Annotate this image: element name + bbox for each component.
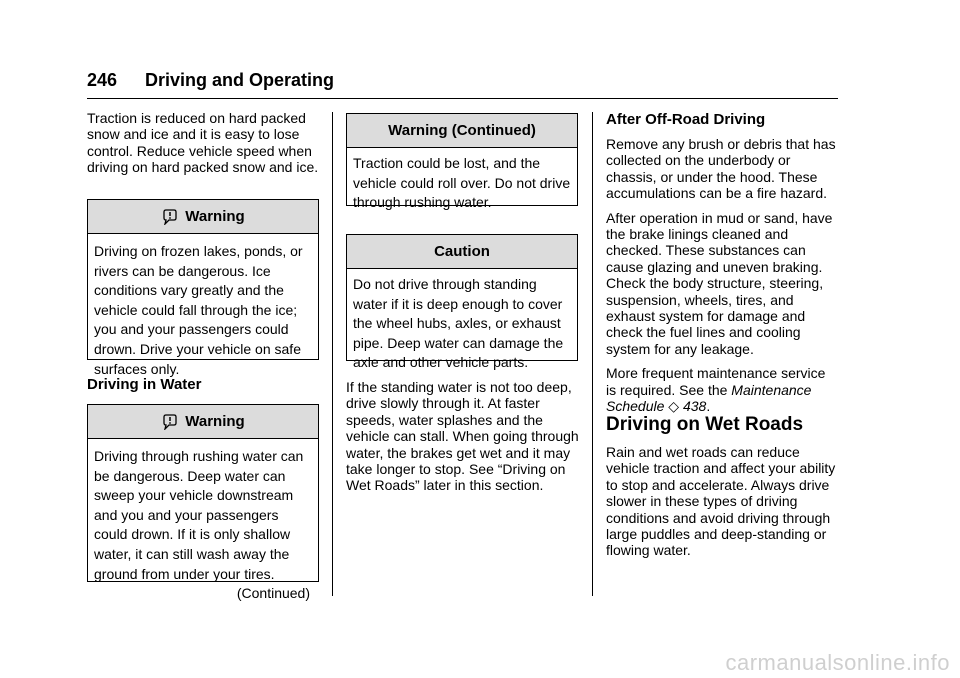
page-title: Driving and Operating	[145, 70, 335, 90]
column-3	[606, 136, 838, 415]
standing-water-paragraph: If the standing water is not too deep, drive slowly through it. At faster speeds, water splashes and the vehicle can stall. When going through water, the brakes get wet and it may take longer to stop. See “Driving on Wet Roads” later in this section.	[346, 379, 579, 494]
standing-water-paragraph-wrap	[346, 379, 582, 494]
wet-roads-paragraph: Rain and wet roads can reduce vehicle traction and affect your ability to stop and accelerate. Always drive slower in these types of driving conditions and avoid driving through large puddles and deep-standing or flowing water.	[606, 444, 836, 559]
warning-box-rushing-water	[87, 404, 319, 602]
warning-continued-header: Warning (Continued)	[347, 114, 577, 148]
warning-header	[88, 405, 318, 439]
watermark: carmanualsonline.info	[725, 650, 950, 675]
section-heading-water: Driving in Water	[87, 376, 202, 393]
maintenance-paragraph	[606, 365, 838, 414]
maintenance-text: More frequent maintenance service is required. See the	[606, 365, 826, 398]
section-heading-off-road: After Off-Road Driving	[606, 111, 766, 128]
column-divider-2	[592, 112, 593, 596]
maintenance-schedule-link[interactable]: Maintenance Schedule	[606, 381, 812, 415]
warning-title: Warning	[185, 208, 245, 225]
warning-body	[88, 439, 318, 604]
period: .	[706, 398, 711, 415]
page-number: 246	[87, 70, 118, 90]
warning-box-ice	[87, 199, 319, 377]
intro-paragraph: Traction is reduced on hard packed snow and ice and it is easy to lose control. Reduce vehicle speed when driving on hard packed snow and ice.	[87, 110, 319, 176]
caution-box	[346, 234, 578, 371]
warning-icon	[161, 209, 179, 225]
page-ref-icon: ◇	[668, 398, 680, 415]
header-rule	[87, 98, 838, 99]
warning-continued-box	[346, 113, 578, 211]
off-road-paragraph-2: After operation in mud or sand, have the brake linings cleaned and checked. These substances can cause glazing and uneven braking. Check the body structure, steering, suspension, wheels, tires, and exhaust system for damage and check the fuel lines and cooling system for any leakage.	[606, 209, 833, 357]
warning-title: Warning	[185, 413, 245, 430]
warning-header	[88, 200, 318, 234]
warning-body: Driving on frozen lakes, ponds, or rivers can be dangerous. Ice conditions vary greatly and the vehicle could fall through the ice; you and your passengers could drown. Drive your vehicle on safe surfaces only.	[94, 243, 303, 377]
warning-body-text: Driving through rushing water can be dangerous. Deep water can sweep your vehicle downstream and you and your passengers could drown. If it is only shallow water, it can still wash away the ground from under your tires.	[94, 448, 304, 582]
column-1	[87, 110, 325, 176]
caution-body: Do not drive through standing water if it is deep enough to cover the wheel hubs, axles, or exhaust pipe. Deep water can damage the axle and other vehicle parts.	[353, 276, 564, 371]
off-road-paragraph-1: Remove any brush or debris that has collected on the underbody or chassis, or under the hood. These accumulations can be a fire hazard.	[606, 136, 836, 202]
continued-label: (Continued)	[236, 585, 310, 602]
maintenance-page-ref[interactable]: 438	[682, 398, 707, 415]
section-heading-wet-roads: Driving on Wet Roads	[606, 414, 804, 435]
column-divider-1	[332, 112, 333, 596]
wet-roads-wrap	[606, 444, 838, 559]
caution-header: Caution	[347, 235, 577, 269]
warning-icon	[161, 414, 179, 430]
warning-continued-body: Traction could be lost, and the vehicle could roll over. Do not drive through rushing water.	[353, 155, 571, 211]
